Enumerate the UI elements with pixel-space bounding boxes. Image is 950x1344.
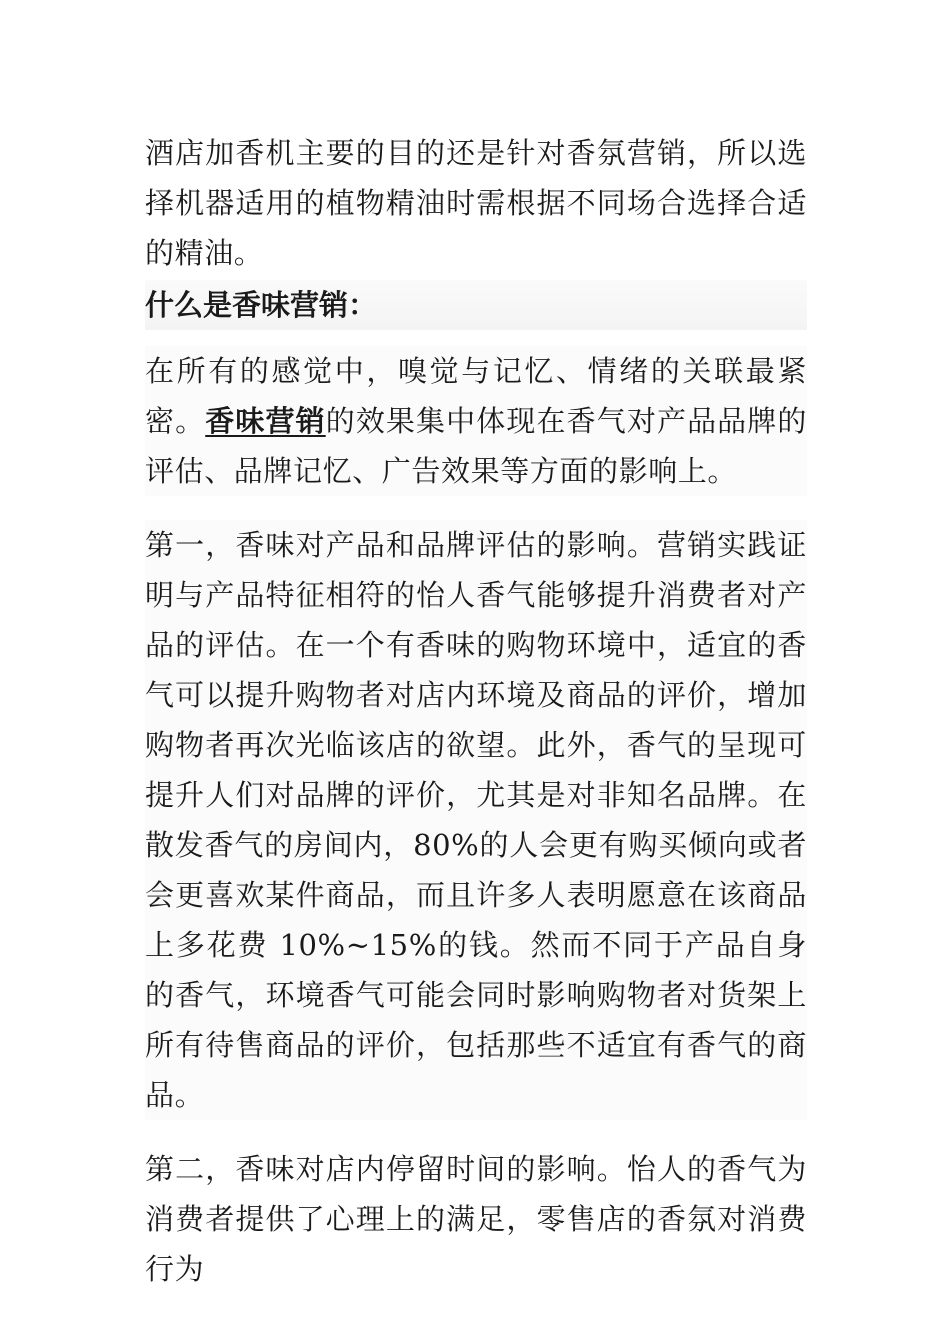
paragraph-text: 的效果集中体现在香气对产品品牌的评估、品牌记忆、广告效果等方面的影响上。	[145, 404, 808, 488]
spacer	[145, 1120, 807, 1144]
paragraph-text: 在所有的感觉中，嗅觉与记忆、情绪的关联最紧密。	[145, 354, 807, 438]
spacer	[145, 496, 807, 520]
paragraph-second-point: 第二，香味对店内停留时间的影响。怡人的香气为消费者提供了心理上的满足，零售店的香氛对消费行为	[145, 1152, 807, 1286]
paragraph-scent-marketing	[145, 346, 807, 496]
scent-marketing-link[interactable]: 香味营销	[205, 404, 326, 438]
document-body	[145, 128, 807, 1294]
paragraph-first-point: 第一，香味对产品和品牌评估的影响。营销实践证明与产品特征相符的怡人香气能够提升消费者对产品的评估。在一个有香味的购物环境中，适宜的香气可以提升购物者对店内环境及商品的评价，增加购物者再次光临该店的欲望。此外，香气的呈现可提升人们对品牌的评价，尤其是对非知名品牌。在散发香气的房间内，80%的人会更有购买倾向或者会更喜欢某件商品，而且许多人表明愿意在该商品上多花费 10%~15%的钱。然而不同于产品自身的香气，环境香气可能会同时影响购物者对货架上所有待售商品的评价，包括那些不适宜有香气的商品。	[145, 520, 807, 1120]
intro-paragraph: 酒店加香机主要的目的还是针对香氛营销，所以选择机器适用的植物精油时需根据不同场合选择合适的精油。	[145, 136, 807, 270]
section-heading: 什么是香味营销：	[145, 280, 807, 330]
spacer	[145, 330, 807, 346]
